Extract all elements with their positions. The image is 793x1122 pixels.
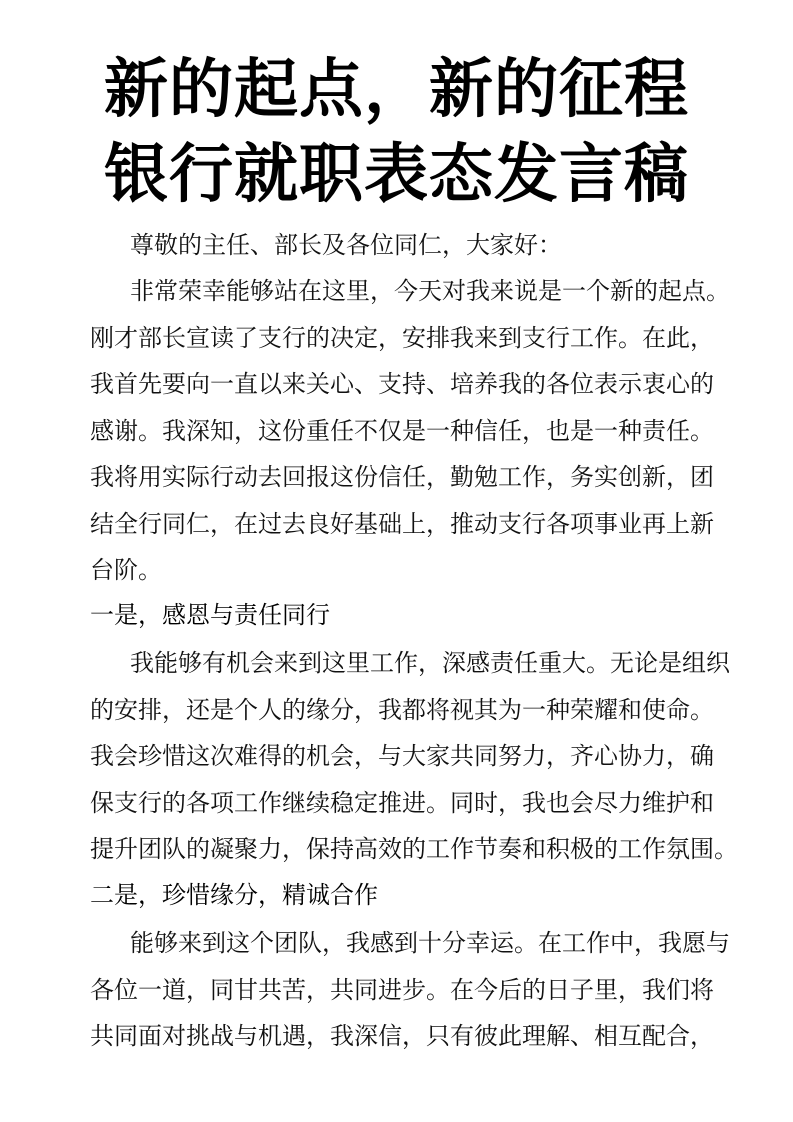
section-2-paragraph — [50, 920, 750, 1060]
document-title-line-1: 新的起点，新的征程 — [104, 53, 689, 127]
greeting-text: 尊敬的主任、部长及各位同仁，大家好： — [130, 231, 562, 259]
paragraph-line: 保支行的各项工作继续稳定推进。同时，我也会尽力维护和 — [90, 788, 714, 817]
intro-paragraph — [50, 268, 750, 594]
paragraph-line: 共同面对挑战与机遇，我深信，只有彼此理解、相互配合， — [90, 1022, 714, 1050]
paragraph-line: 我将用实际行动去回报这份信任，勤勉工作，务实创新，团 — [90, 463, 714, 491]
section-heading-2: 二是，珍惜缘分，精诚合作 — [90, 881, 378, 909]
paragraph-line: 各位一道，同甘共苦，共同进步。在今后的日子里，我们将 — [90, 975, 714, 1004]
paragraph-line: 我首先要向一直以来关心、支持、培养我的各位表示衷心的 — [90, 370, 714, 398]
paragraph-line: 提升团队的凝聚力，保持高效的工作节奏和积极的工作氛围。 — [90, 835, 738, 863]
paragraph-line: 非常荣幸能够站在这里，今天对我来说是一个新的起点。 — [130, 277, 730, 305]
paragraph-line: 感谢。我深知，这份重任不仅是一种信任，也是一种责任。 — [90, 416, 714, 445]
greeting-paragraph — [50, 222, 750, 269]
document-title-line-2: 银行就职表态发言稿 — [104, 138, 689, 212]
section-1-paragraph — [50, 640, 750, 873]
paragraph-line: 我会珍惜这次难得的机会，与大家共同努力，齐心协力，确 — [90, 742, 714, 770]
paragraph-line: 的安排，还是个人的缘分，我都将视其为一种荣耀和使命。 — [90, 695, 714, 724]
paragraph-line: 台阶。 — [90, 556, 162, 584]
paragraph-line: 结全行同仁，在过去良好基础上，推动支行各项事业再上新 — [90, 509, 714, 538]
paragraph-line: 刚才部长宣读了支行的决定，安排我来到支行工作。在此， — [90, 323, 714, 352]
paragraph-line: 我能够有机会来到这里工作，深感责任重大。无论是组织 — [130, 649, 730, 677]
paragraph-line: 能够来到这个团队，我感到十分幸运。在工作中，我愿与 — [130, 929, 730, 957]
section-heading-1: 一是，感恩与责任同行 — [90, 601, 330, 629]
